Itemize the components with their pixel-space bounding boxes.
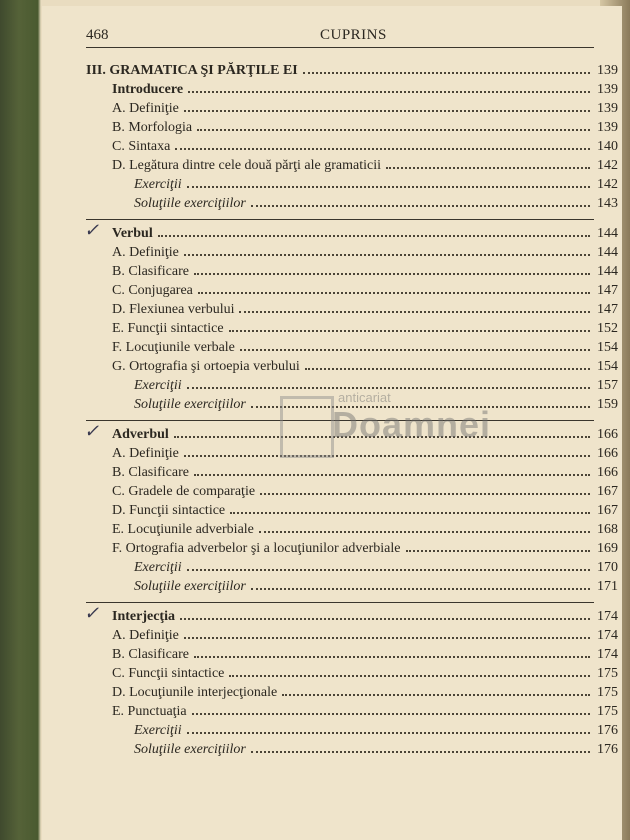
dot-leader — [184, 254, 590, 256]
toc-entry — [84, 220, 618, 243]
toc-entry-page: 170 — [597, 560, 618, 575]
toc-entry-page: 174 — [597, 609, 618, 624]
toc-entry-page: 144 — [597, 226, 618, 241]
book-page — [42, 6, 622, 840]
toc-entry-label: E. Locuţiunile adverbiale — [112, 522, 254, 537]
toc-entry-label: D. Locuţiunile interjecţionale — [112, 685, 278, 700]
toc-entry-page: 152 — [597, 321, 618, 336]
toc-entry-page: 175 — [597, 685, 618, 700]
toc-entry-page: 166 — [597, 465, 618, 480]
toc-entry-page: 139 — [597, 82, 618, 97]
toc-entry-label: Verbul — [112, 226, 153, 241]
section-divider — [86, 219, 594, 220]
dot-leader — [192, 713, 590, 715]
dot-leader — [305, 368, 590, 370]
toc-entry-label: F. Locuţiunile verbale — [112, 340, 235, 355]
toc-entry-page: 174 — [597, 628, 618, 643]
toc-entry-page: 142 — [597, 177, 618, 192]
toc-entry-label: Adverbul — [112, 427, 169, 442]
toc-entry — [86, 281, 618, 300]
toc-entry-label: Interjecţia — [112, 609, 175, 624]
toc-entry-label: Soluţiile exerciţiilor — [134, 397, 246, 412]
toc-entry-page: 144 — [597, 264, 618, 279]
toc-entry-label: A. Definiţie — [112, 245, 179, 260]
toc-entry-label: Introducere — [112, 82, 184, 97]
handwritten-check-mark: ✓ — [84, 220, 100, 240]
toc-entry-label: B. Morfologia — [112, 120, 193, 135]
toc-entry — [86, 577, 618, 596]
dot-leader — [239, 311, 590, 313]
toc-entry-page: 171 — [597, 579, 618, 594]
toc-entry — [86, 137, 618, 156]
toc-entry-label: C. Funcţii sintactice — [112, 666, 225, 681]
toc-entry-page: 167 — [597, 503, 618, 518]
toc-entry-label: Soluţiile exerciţiilor — [134, 196, 246, 211]
dot-leader — [194, 656, 590, 658]
toc-entry-label: G. Ortografia şi ortoepia verbului — [112, 359, 300, 374]
toc-entry — [86, 520, 618, 539]
toc-entry-label: E. Funcţii sintactice — [112, 321, 224, 336]
toc-entry — [86, 80, 618, 99]
dot-leader — [260, 493, 590, 495]
toc-entry-page: 154 — [597, 340, 618, 355]
toc-entry-label: B. Clasificare — [112, 647, 189, 662]
toc-entry — [86, 243, 618, 262]
dot-leader — [187, 387, 590, 389]
toc-entry — [86, 300, 618, 319]
dot-leader — [230, 512, 590, 514]
toc-entry-page: 143 — [597, 196, 618, 211]
toc-entry — [86, 558, 618, 577]
toc-entry — [86, 61, 618, 80]
toc-entry-label: F. Ortografia adverbelor şi a locuţiunilor adverbiale — [112, 541, 401, 556]
toc-entry — [86, 319, 618, 338]
dot-leader — [197, 129, 590, 131]
toc-entry-page: 147 — [597, 302, 618, 317]
toc-entry-label: Exerciţii — [134, 378, 182, 393]
toc-entry — [86, 740, 618, 759]
dot-leader — [240, 349, 590, 351]
dot-leader — [229, 330, 590, 332]
toc-entry — [86, 118, 618, 137]
toc-entry — [86, 626, 618, 645]
toc-entry-page: 157 — [597, 378, 618, 393]
toc-entry-label: A. Definiţie — [112, 628, 179, 643]
toc-entry-page: 175 — [597, 666, 618, 681]
toc-entry-label: B. Clasificare — [112, 465, 189, 480]
toc-entry — [86, 338, 618, 357]
dot-leader — [187, 186, 590, 188]
toc-entry-label: C. Sintaxa — [112, 139, 171, 154]
dot-leader — [303, 72, 590, 74]
toc-entry-page: 139 — [597, 101, 618, 116]
toc-entry-label: Soluţiile exerciţiilor — [134, 742, 246, 757]
toc-entry-label: B. Clasificare — [112, 264, 189, 279]
toc-entry — [86, 702, 618, 721]
toc-entry-page: 166 — [597, 446, 618, 461]
toc-entry-label: III. GRAMATICA ŞI PĂRŢILE EI — [86, 63, 298, 78]
dot-leader — [187, 569, 590, 571]
dot-leader — [251, 751, 590, 753]
dot-leader — [184, 637, 590, 639]
dot-leader — [406, 550, 591, 552]
toc-entry-label: A. Definiţie — [112, 446, 179, 461]
toc-entry-label: D. Flexiunea verbului — [112, 302, 235, 317]
handwritten-check-mark: ✓ — [84, 603, 100, 623]
watermark — [280, 390, 490, 462]
toc-entry — [86, 721, 618, 740]
toc-entry — [86, 664, 618, 683]
toc-entry — [86, 539, 618, 558]
toc-entry-label: A. Definiţie — [112, 101, 179, 116]
dot-leader — [175, 148, 590, 150]
page-number: 468 — [86, 27, 109, 43]
toc-entry — [86, 156, 618, 175]
dot-leader — [198, 292, 590, 294]
dot-leader — [184, 110, 590, 112]
toc-entry — [86, 175, 618, 194]
toc-entry — [86, 463, 618, 482]
toc-entry — [86, 482, 618, 501]
toc-entry-label: D. Funcţii sintactice — [112, 503, 226, 518]
dot-leader — [251, 205, 590, 207]
dot-leader — [180, 618, 590, 620]
toc-entry — [86, 645, 618, 664]
dot-leader — [259, 531, 590, 533]
dot-leader — [194, 474, 590, 476]
toc-entry-page: 142 — [597, 158, 618, 173]
toc-entry-page: 176 — [597, 723, 618, 738]
dot-leader — [187, 732, 590, 734]
toc-entry — [86, 194, 618, 213]
toc-entry-label: C. Conjugarea — [112, 283, 193, 298]
toc-entry-page: 154 — [597, 359, 618, 374]
toc-entry-label: D. Legătura dintre cele două părţi ale gramaticii — [112, 158, 381, 173]
watermark-logo-icon — [280, 396, 334, 458]
toc-entry-label: Exerciţii — [134, 723, 182, 738]
toc-entry-page: 166 — [597, 427, 618, 442]
toc-entry — [84, 603, 618, 626]
toc-entry — [86, 99, 618, 118]
toc-entry-page: 147 — [597, 283, 618, 298]
toc-entry — [86, 262, 618, 281]
section-divider — [86, 602, 594, 603]
dot-leader — [188, 91, 590, 93]
toc-entry-label: Soluţiile exerciţiilor — [134, 579, 246, 594]
toc-entry-label: C. Gradele de comparaţie — [112, 484, 256, 499]
toc-entry-page: 139 — [597, 63, 618, 78]
dot-leader — [158, 235, 590, 237]
toc-entry-page: 144 — [597, 245, 618, 260]
watermark-main-text: Doamnei — [332, 404, 492, 445]
toc-entry-page: 140 — [597, 139, 618, 154]
page-header — [86, 25, 594, 48]
toc-entry — [86, 683, 618, 702]
toc-entry — [86, 501, 618, 520]
handwritten-check-mark: ✓ — [84, 421, 100, 441]
page-title: CUPRINS — [320, 27, 387, 43]
toc-entry-page: 176 — [597, 742, 618, 757]
toc-entry-label: Exerciţii — [134, 560, 182, 575]
toc-entry-page: 169 — [597, 541, 618, 556]
toc-entry-label: E. Punctuaţia — [112, 704, 187, 719]
toc-entry-page: 167 — [597, 484, 618, 499]
toc-entry-label: Exerciţii — [134, 177, 182, 192]
dot-leader — [194, 273, 590, 275]
toc-entry-page: 175 — [597, 704, 618, 719]
toc-entry-page: 174 — [597, 647, 618, 662]
watermark-top-text: anticariat — [338, 390, 391, 405]
dot-leader — [229, 675, 590, 677]
toc-entry-page: 168 — [597, 522, 618, 537]
dot-leader — [251, 588, 590, 590]
toc-entry-page: 159 — [597, 397, 618, 412]
dot-leader — [386, 167, 590, 169]
toc-entry-page: 139 — [597, 120, 618, 135]
toc-entry — [86, 357, 618, 376]
dot-leader — [282, 694, 590, 696]
